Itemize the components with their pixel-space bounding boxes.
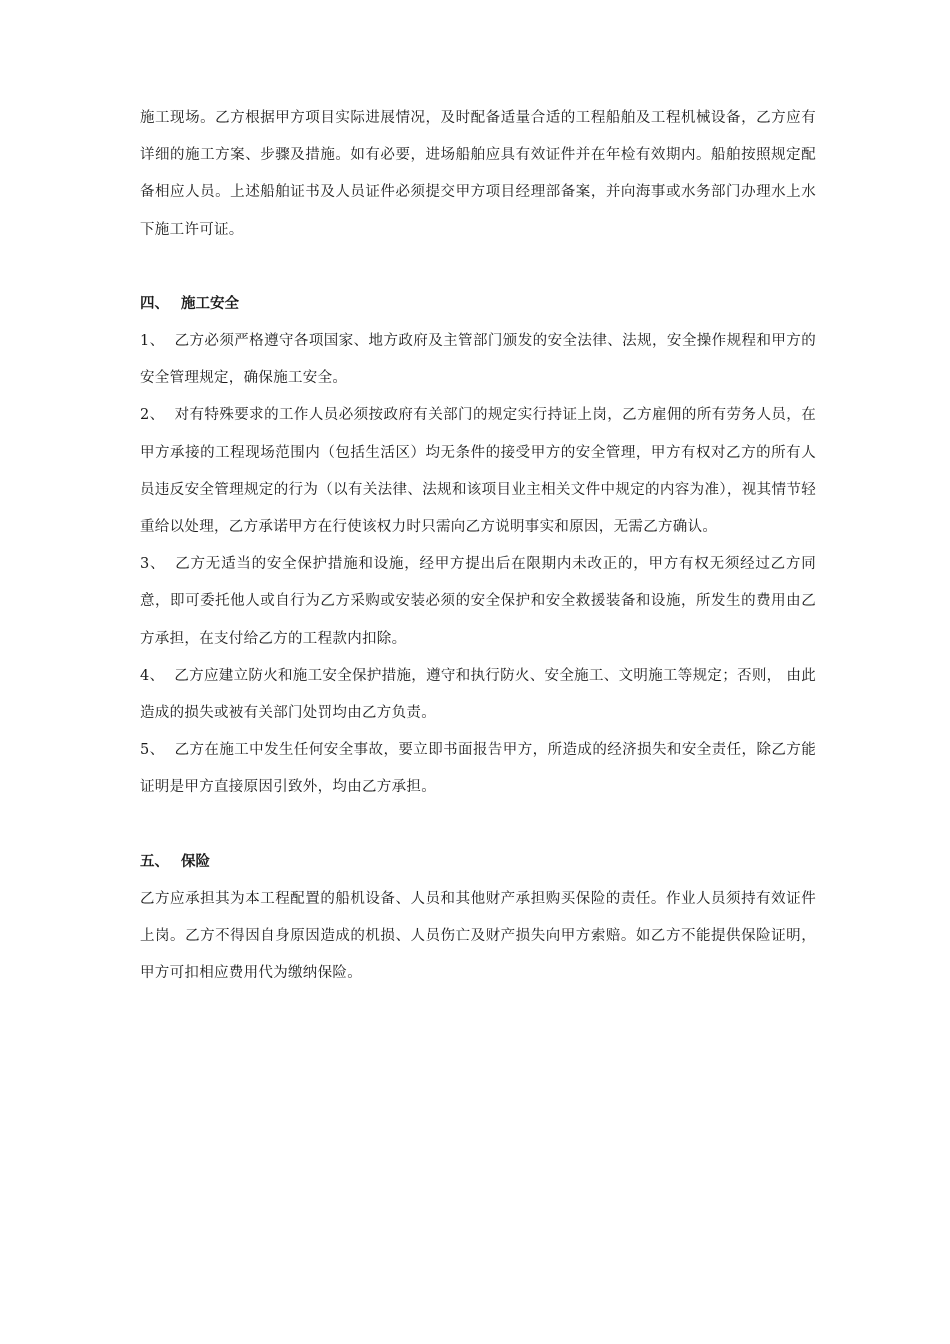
section-5-title: 保险 xyxy=(181,853,210,870)
item-text: 乙方无适当的安全保护措施和设施，经甲方提出后在限期内未改正的，甲方有权无须经过乙方同意，即可委托他人或自行为乙方采购或安装必须的安全保护和安全救援装备和设施，所发生的费用由乙方承担，在支付给乙方的工程款内扣除。 xyxy=(140,556,816,647)
section-4-item-4 xyxy=(140,658,816,732)
item-text: 乙方应建立防火和施工安全保护措施，遵守和执行防火、安全施工、文明施工等规定；否则， 由此造成的损失或被有关部门处罚均由乙方负责。 xyxy=(140,667,816,722)
section-4-item-1 xyxy=(140,323,816,397)
document-body xyxy=(140,100,816,992)
section-4-title: 施工安全 xyxy=(181,295,239,312)
section-4-item-5 xyxy=(140,732,816,806)
section-4-heading xyxy=(140,286,816,323)
item-text: 乙方在施工中发生任何安全事故，要立即书面报告甲方，所造成的经济损失和安全责任，除乙方能证明是甲方直接原因引致外，均由乙方承担。 xyxy=(140,742,816,796)
item-text: 对有特殊要求的工作人员必须按政府有关部门的规定实行持证上岗，乙方雇佣的所有劳务人员，在甲方承接的工程现场范围内（包括生活区）均无条件的接受甲方的安全管理，甲方有权对乙方的所有人员违反安全管理规定的行为（以有关法律、法规和该项目业主相关文件中规定的内容为准），视其情节轻重给以处理，乙方承诺甲方在行使该权力时只需向乙方说明事实和原因，无需乙方确认。 xyxy=(140,407,816,536)
section-5-number: 五、 xyxy=(140,853,169,870)
section-4-item-3 xyxy=(140,546,816,658)
section-5-heading xyxy=(140,844,816,881)
item-number: 5、 xyxy=(140,742,165,759)
item-number: 4、 xyxy=(140,667,165,684)
section-4-number: 四、 xyxy=(140,295,169,312)
intro-paragraph: 施工现场。乙方根据甲方项目实际进展情况，及时配备适量合适的工程船舶及工程机械设备，乙方应有详细的施工方案、步骤及措施。如有必要，进场船舶应具有效证件并在年检有效期内。船舶按照规定配备相应人员。上述船舶证书及人员证件必须提交甲方项目经理部备案，并向海事或水务部门办理水上水下施工许可证。 xyxy=(140,110,816,238)
section-5-paragraph: 乙方应承担其为本工程配置的船机设备、人员和其他财产承担购买保险的责任。作业人员须持有效证件上岗。乙方不得因自身原因造成的机损、人员伤亡及财产损失向甲方索赔。如乙方不能提供保险证明，甲方可扣相应费用代为缴纳保险。 xyxy=(140,890,816,982)
item-number: 1、 xyxy=(140,333,165,350)
item-number: 3、 xyxy=(140,556,166,573)
section-4-item-2 xyxy=(140,397,816,546)
item-text: 乙方必须严格遵守各项国家、地方政府及主管部门颁发的安全法律、法规，安全操作规程和甲方的安全管理规定，确保施工安全。 xyxy=(140,333,816,387)
item-number: 2、 xyxy=(140,407,165,424)
